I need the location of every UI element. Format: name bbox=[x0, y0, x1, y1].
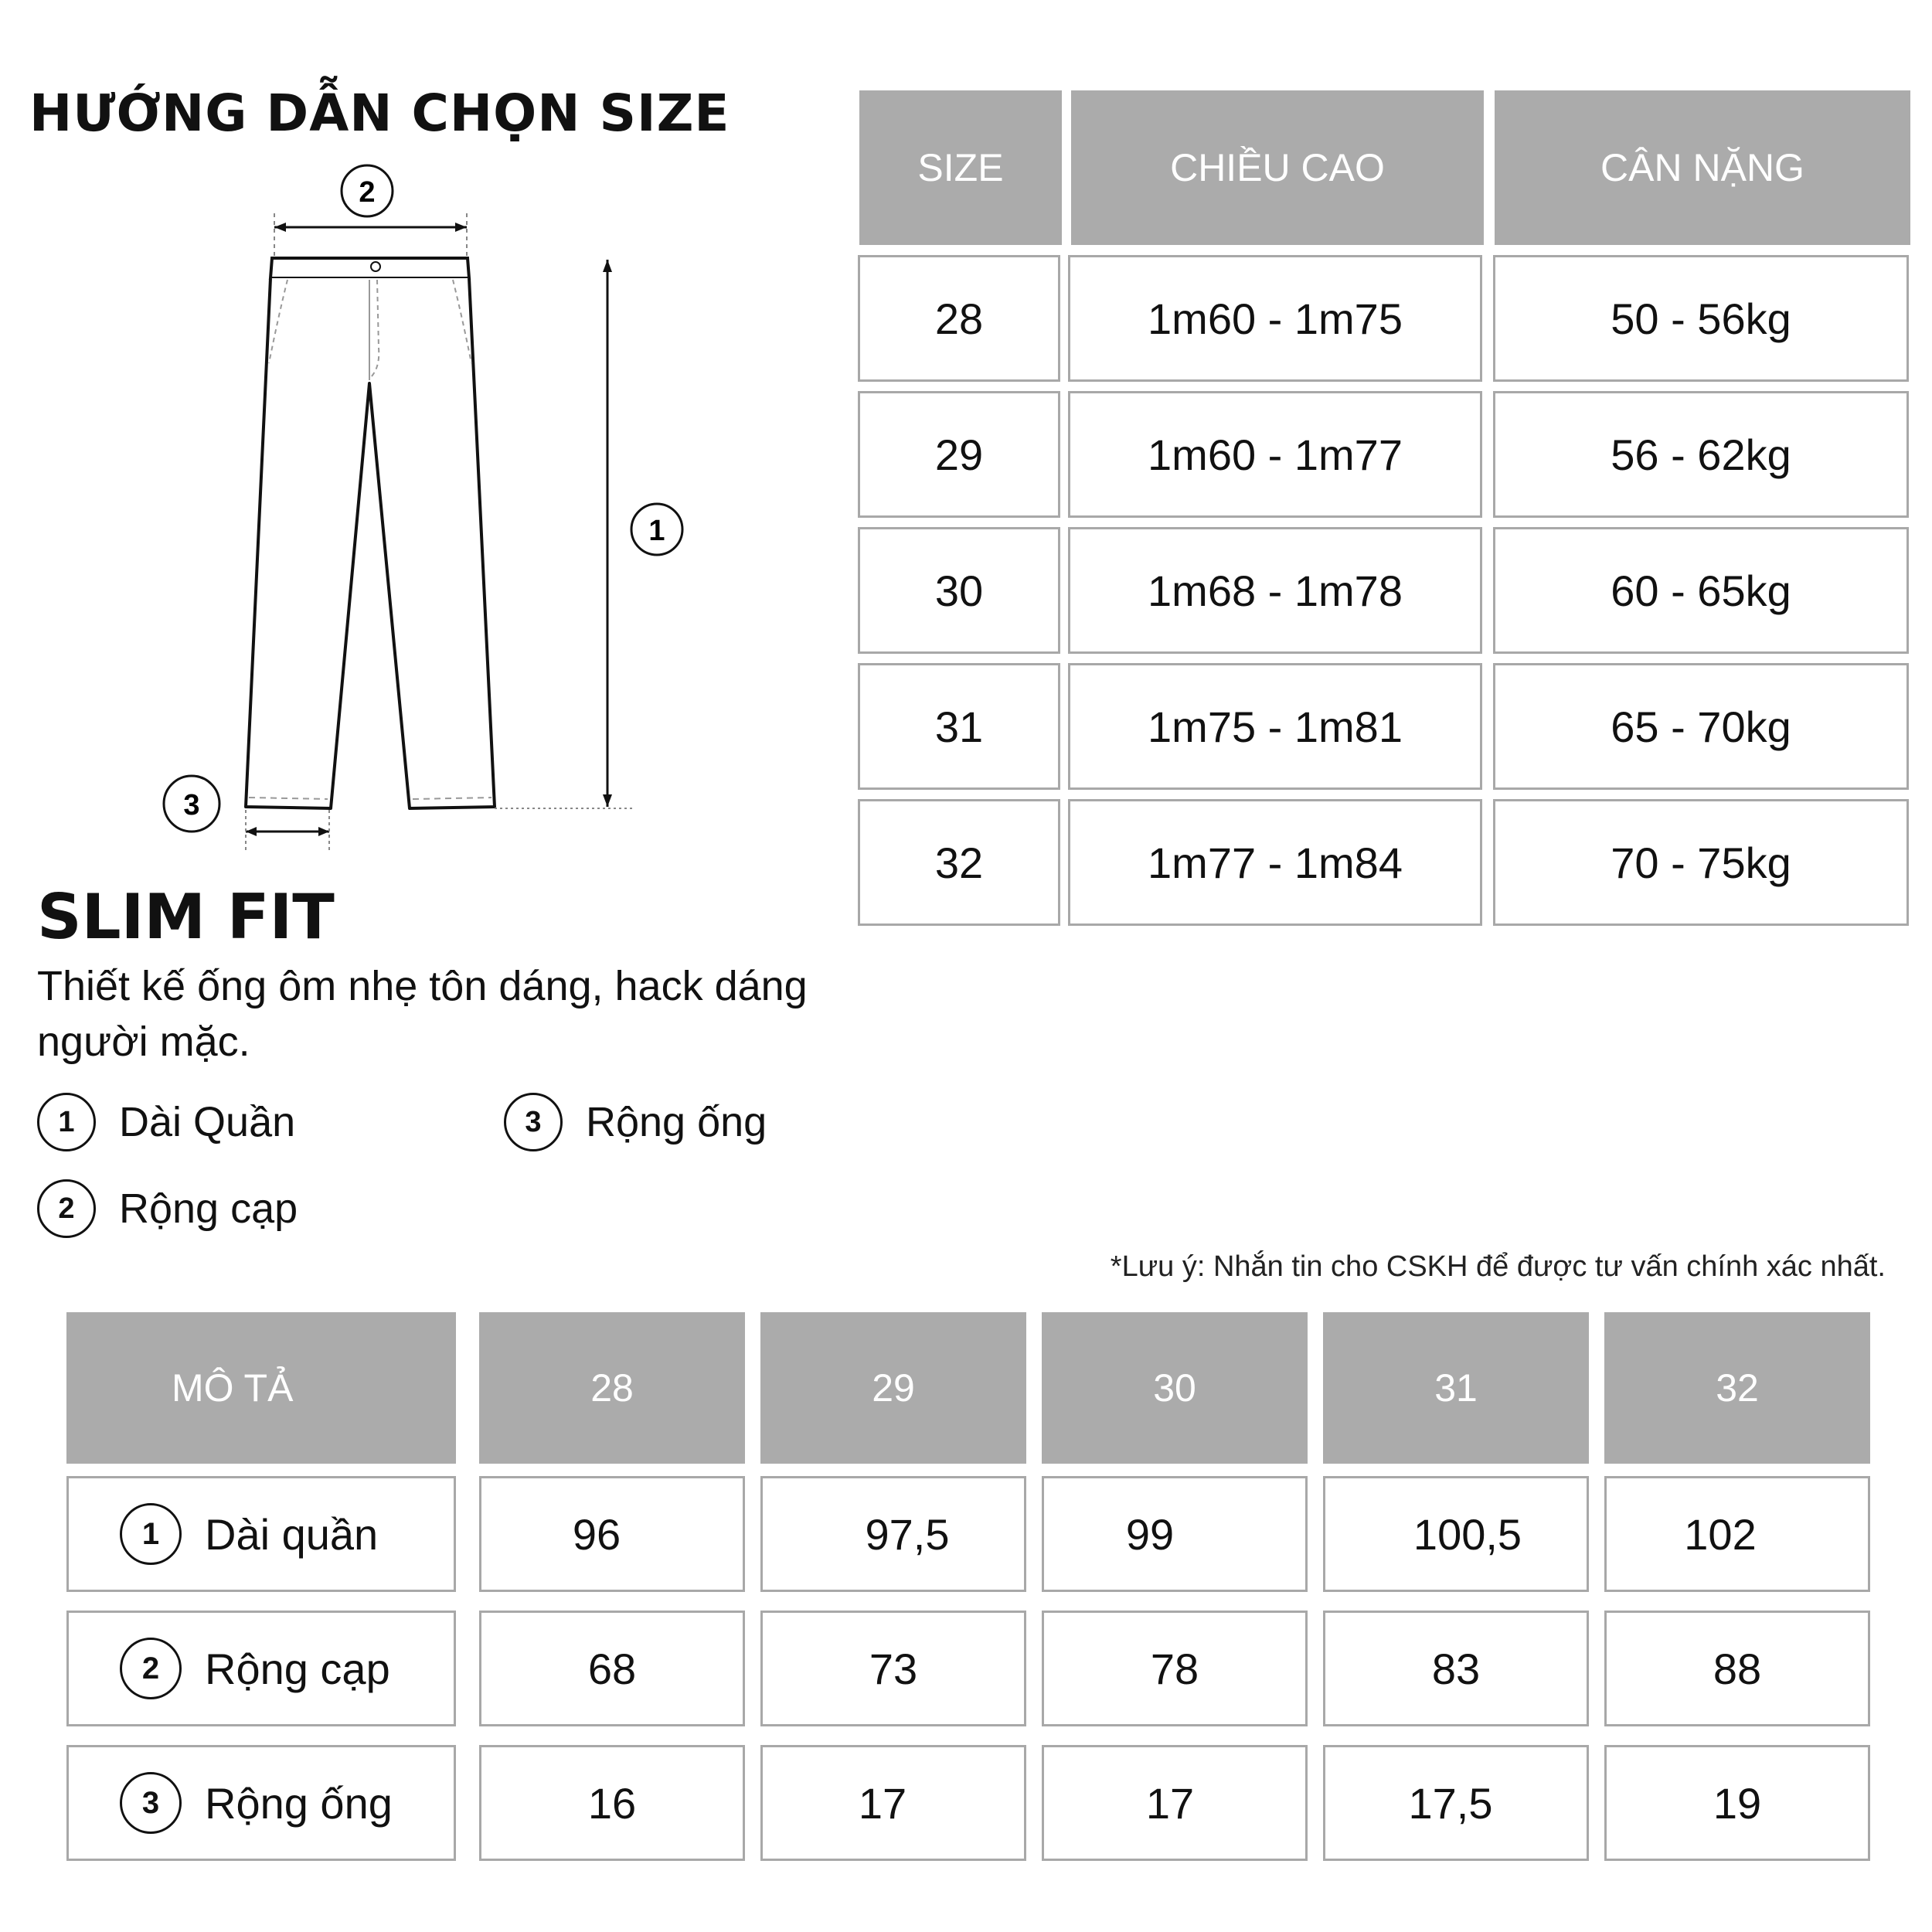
measure-value-cell: 16 bbox=[479, 1745, 745, 1861]
height-cell: 1m77 - 1m84 bbox=[1068, 799, 1482, 926]
measure-label: Rộng ống bbox=[205, 1778, 393, 1828]
row-number-2: 2 bbox=[120, 1638, 182, 1699]
legend-item-hem bbox=[504, 1093, 767, 1151]
marker-1-label: 1 bbox=[648, 515, 665, 547]
measure-value-cell: 17 bbox=[760, 1745, 1026, 1861]
measure-header-size: 28 bbox=[479, 1312, 745, 1464]
legend-number-2: 2 bbox=[37, 1179, 96, 1238]
weight-cell: 70 - 75kg bbox=[1493, 799, 1909, 926]
pants-diagram bbox=[139, 155, 696, 850]
measure-header-size: 31 bbox=[1323, 1312, 1589, 1464]
fit-title: SLIM FIT bbox=[37, 881, 335, 953]
measure-value-cell: 19 bbox=[1604, 1745, 1870, 1861]
size-header-weight: CÂN NẶNG bbox=[1495, 90, 1910, 245]
measure-header-size: 32 bbox=[1604, 1312, 1870, 1464]
measure-value-cell: 68 bbox=[479, 1611, 745, 1726]
fit-description: Thiết kế ống ôm nhẹ tôn dáng, hack dáng người mặc. bbox=[37, 963, 808, 1065]
measure-value-cell: 88 bbox=[1604, 1611, 1870, 1726]
marker-2-label: 2 bbox=[359, 176, 376, 209]
height-cell: 1m60 - 1m77 bbox=[1068, 391, 1482, 518]
legend-label-hem: Rộng ống bbox=[586, 1099, 767, 1145]
measure-value-cell: 100,5 bbox=[1323, 1476, 1589, 1592]
weight-cell: 65 - 70kg bbox=[1493, 663, 1909, 790]
legend-number-1: 1 bbox=[37, 1093, 96, 1151]
size-cell: 31 bbox=[858, 663, 1060, 790]
measure-desc-cell bbox=[66, 1745, 456, 1861]
measure-header-size: 29 bbox=[760, 1312, 1026, 1464]
measure-value-cell: 78 bbox=[1042, 1611, 1308, 1726]
measure-header-desc: MÔ TẢ bbox=[66, 1312, 456, 1464]
row-number-3: 3 bbox=[120, 1772, 182, 1834]
weight-cell: 56 - 62kg bbox=[1493, 391, 1909, 518]
page-title: HƯỚNG DẪN CHỌN SIZE bbox=[29, 83, 730, 143]
measure-value-cell: 97,5 bbox=[760, 1476, 1026, 1592]
size-cell: 29 bbox=[858, 391, 1060, 518]
measure-desc-cell bbox=[66, 1476, 456, 1592]
measure-value-cell: 73 bbox=[760, 1611, 1026, 1726]
size-cell: 30 bbox=[858, 527, 1060, 654]
measure-header-size: 30 bbox=[1042, 1312, 1308, 1464]
note-text: *Lưu ý: Nhắn tin cho CSKH để được tư vấn chính xác nhất. bbox=[1110, 1250, 1886, 1283]
legend-item-length bbox=[37, 1093, 295, 1151]
size-header-size: SIZE bbox=[859, 90, 1062, 245]
weight-cell: 50 - 56kg bbox=[1493, 255, 1909, 382]
measure-desc-cell bbox=[66, 1611, 456, 1726]
height-cell: 1m75 - 1m81 bbox=[1068, 663, 1482, 790]
measure-label: Dài quần bbox=[205, 1509, 379, 1559]
size-cell: 32 bbox=[858, 799, 1060, 926]
measure-value-cell: 99 bbox=[1042, 1476, 1308, 1592]
measure-value-cell: 83 bbox=[1323, 1611, 1589, 1726]
height-cell: 1m60 - 1m75 bbox=[1068, 255, 1482, 382]
row-number-1: 1 bbox=[120, 1503, 182, 1565]
weight-cell: 60 - 65kg bbox=[1493, 527, 1909, 654]
legend-number-3: 3 bbox=[504, 1093, 563, 1151]
legend-label-waist: Rộng cạp bbox=[119, 1185, 298, 1232]
measure-value-cell: 96 bbox=[479, 1476, 745, 1592]
size-header-height: CHIỀU CAO bbox=[1071, 90, 1484, 245]
measure-value-cell: 102 bbox=[1604, 1476, 1870, 1592]
legend-item-waist bbox=[37, 1179, 298, 1238]
measure-value-cell: 17 bbox=[1042, 1745, 1308, 1861]
marker-3-label: 3 bbox=[183, 789, 200, 821]
height-cell: 1m68 - 1m78 bbox=[1068, 527, 1482, 654]
legend-label-length: Dài Quần bbox=[119, 1099, 296, 1145]
size-cell: 28 bbox=[858, 255, 1060, 382]
measure-label: Rộng cạp bbox=[205, 1644, 390, 1693]
measure-value-cell: 17,5 bbox=[1323, 1745, 1589, 1861]
